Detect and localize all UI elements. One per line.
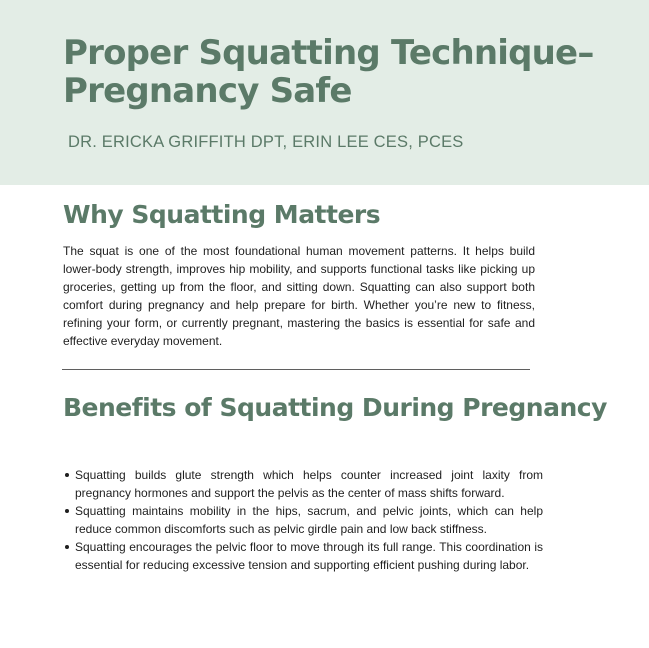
author-line: DR. ERICKA GRIFFITH DPT, ERIN LEE CES, PCES xyxy=(68,133,464,151)
list-item: Squatting maintains mobility in the hips, sacrum, and pelvic joints, which can help reduce common discomforts such as pelvic girdle pain and low back stiffness. xyxy=(75,504,543,536)
list-item: Squatting builds glute strength which helps counter increased joint laxity from pregnancy hormones and support the pelvis as the center of mass shifts forward. xyxy=(75,468,543,500)
why-squatting-heading: Why Squatting Matters xyxy=(63,200,381,229)
header-banner xyxy=(0,0,649,185)
benefits-list xyxy=(63,466,543,574)
why-squatting-paragraph: The squat is one of the most foundational human movement patterns. It helps build lower-body strength, improves hip mobility, and supports functional tasks like picking up groceries, getting up from the floor, and sitting down. Squatting can also support both comfort during pregnancy and help prepare for birth. Whether you’re new to fitness, refining your form, or currently pregnant, mastering the basics is essential for safe and effective everyday movement. xyxy=(63,244,535,348)
list-item: Squatting encourages the pelvic floor to move through its full range. This coordination is essential for reducing excessive tension and supporting efficient pushing during labor. xyxy=(75,540,543,572)
document-title: Proper Squatting Technique– Pregnancy Safe xyxy=(63,33,594,111)
benefits-heading: Benefits of Squatting During Pregnancy xyxy=(63,393,607,422)
section-divider xyxy=(62,369,530,370)
